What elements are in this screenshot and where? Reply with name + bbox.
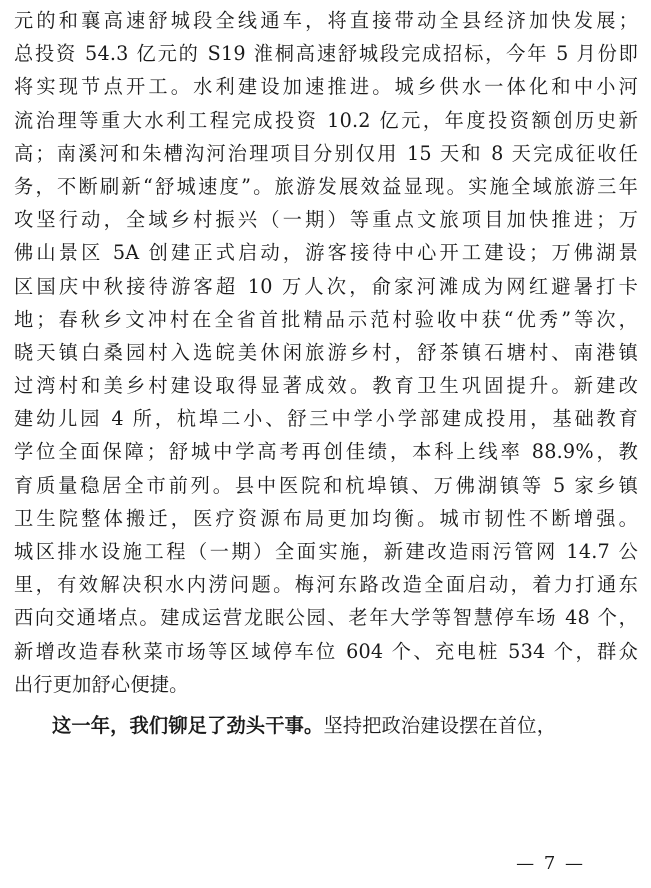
text-line: 佛山景区 5A 创建正式启动，游客接待中心开工建设；万佛湖景: [14, 241, 638, 265]
text-line: 流治理等重大水利工程完成投资 10.2 亿元，年度投资额创历史新: [14, 108, 638, 132]
body-text: [14, 4, 638, 742]
text-line: 总投资 54.3 亿元的 S19 淮桐高速舒城段完成招标，今年 5 月份即: [14, 42, 638, 66]
text-line: 出行更加舒心便捷。: [14, 672, 189, 696]
text-line: 攻坚行动，全域乡村振兴（一期）等重点文旅项目加快推进；万: [14, 208, 638, 232]
text-line: 过湾村和美乡村建设取得显著成效。教育卫生巩固提升。新建改: [14, 374, 638, 398]
paragraph-text: 坚持把政治建设摆在首位，: [323, 713, 557, 737]
text-line: 新增改造春秋菜市场等区域停车位 604 个、充电桩 534 个，群众: [14, 639, 638, 663]
text-line: 晓天镇白桑园村入选皖美休闲旅游乡村，舒茶镇石塘村、南港镇: [14, 340, 638, 364]
text-line: 元的和襄高速舒城段全线通车，将直接带动全县经济加快发展；: [14, 9, 638, 32]
text-line: 卫生院整体搬迁，医疗资源布局更加均衡。城市韧性不断增强。: [14, 506, 638, 530]
text-line: 西向交通堵点。建成运营龙眠公园、老年大学等智慧停车场 48 个，: [14, 606, 638, 630]
text-line: 建幼儿园 4 所，杭埠二小、舒三中学小学部建成投用，基础教育: [14, 407, 638, 431]
text-line: 高；南溪河和朱槽沟河治理项目分别仅用 15 天和 8 天完成征收任: [14, 141, 638, 165]
text-line: 务，不断刷新“舒城速度”。旅游发展效益显现。实施全域旅游三年: [14, 174, 638, 198]
text-line: 学位全面保障；舒城中学高考再创佳绩，本科上线率 88.9%，教: [14, 440, 638, 464]
text-line: 将实现节点开工。水利建设加速推进。城乡供水一体化和中小河: [14, 75, 638, 99]
text-line: 城区排水设施工程（一期）全面实施，新建改造雨污管网 14.7 公: [14, 540, 638, 563]
text-line: 里，有效解决积水内涝问题。梅河东路改造全面启动，着力打通东: [14, 573, 638, 597]
page-number: — 7 —: [516, 853, 585, 874]
closing-paragraph: [14, 709, 638, 742]
paragraph-lead: 这一年，我们铆足了劲头干事。: [52, 713, 324, 737]
text-line: 育质量稳居全市前列。县中医院和杭埠镇、万佛湖镇等 5 家乡镇: [14, 473, 638, 497]
text-line: 地；春秋乡文冲村在全省首批精品示范村验收中获“优秀”等次，: [14, 307, 638, 331]
text-line: 区国庆中秋接待游客超 10 万人次，俞家河滩成为网红避暑打卡: [14, 274, 638, 298]
